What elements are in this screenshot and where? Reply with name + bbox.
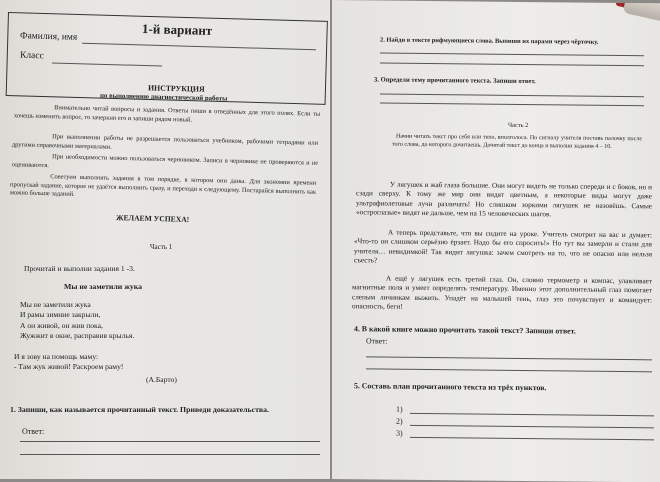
part1-title: Часть 1 xyxy=(150,243,173,251)
plan-line-2[interactable] xyxy=(410,425,654,429)
instructions-p3: При необходимости можно пользоваться черновиком. Записи в черновике не проверяются и не оцениваются. xyxy=(11,153,319,169)
plan-line-3[interactable] xyxy=(410,437,654,441)
story-p2: А теперь представьте, что вы сидите на уроке. Учитель смотрит на вас и думает: «Что-то он слишком серьёзно ёрзает. Надо бы его спросить!» Но тут вы замерли и стали для учителя… невидимкой! Так видит лягушка: зачем смотреть на то, что не опасно или нельзя съесть? xyxy=(354,228,652,265)
story-p3: А ещё у лягушек есть третий глаз. Он, словно термометр и компас, улавливает магнитные поля и умеет определять температуру. Именно этот дополнительный глаз помогает слепым личинкам выжить. Упадёт на малышей тень, глаз это почувствует и командует: опасность, беги! xyxy=(352,274,652,311)
question1-text: 1. Запиши, как называется прочитанный текст. Приведи доказательства. xyxy=(10,405,269,414)
answer1-label: Ответ: xyxy=(22,427,45,436)
answer4-line-2[interactable] xyxy=(366,368,652,372)
plan-item-2: 2) xyxy=(396,416,403,426)
left-page xyxy=(0,0,330,479)
question4-text: 4. В какой книге можно прочитать такой текст? Запиши ответ. xyxy=(354,324,576,336)
part2-intro: Начни читать текст про себя или тихо, вполголоса. По сигналу учителя поставь палочку после того слова, до которого дочитаешь. Дочитай текст до конца и выполни задания 4 – 10. xyxy=(392,133,642,150)
answer2-line-1[interactable] xyxy=(380,53,644,57)
question5-text: 5. Составь план прочитанного текста из трёх пунктов. xyxy=(354,381,547,393)
answer4-label: Ответ: xyxy=(366,336,388,346)
poem-author: (А.Барто) xyxy=(146,375,177,384)
poem-line: - Там жук живой! Раскроем раму! xyxy=(14,362,124,372)
poem-ending xyxy=(14,352,123,373)
poem-line: А он живой, он жив пока, xyxy=(20,320,103,330)
part1-task: Прочитай и выполни задания 1 -3. xyxy=(24,264,135,273)
story-p1: У лягушек и жаб глаза большие. Они могут видеть не только спереди и с боков, но и сзади сверху. К тому же мир они видят цветным, а некоторые виды могут даже ультрафиолетовые лучи различать! Но слишком зоркими лягушек не назовёшь. Самые «остроглазые» видят не дальше, чем на 15 человеческих шагов. xyxy=(356,180,652,219)
variant-title: 1-й вариант xyxy=(141,21,213,38)
question3-text: 3. Определи тему прочитанного текста. Запиши ответ. xyxy=(374,76,536,86)
part2-title: Часть 2 xyxy=(508,121,529,130)
answer3-line-1[interactable] xyxy=(380,94,644,98)
instructions-subtitle: по выполнению диагностической работы xyxy=(99,92,228,103)
plan-item-1: 1) xyxy=(396,404,403,414)
instructions-p4: Советуем выполнять задания в том порядке, в котором они даны. Для экономии времени пропускай задание, которое не удаётся выполнить сразу, и переходи к следующему. Постарайся выполнить как можно больше заданий. xyxy=(9,173,317,199)
wish-text: ЖЕЛАЕМ УСПЕХА! xyxy=(115,213,190,224)
poem-line: Жужжит в окне, расправив крылья. xyxy=(20,331,135,341)
instructions-title: ИНСТРУКЦИЯ xyxy=(147,83,205,94)
plan-line-1[interactable] xyxy=(410,413,654,417)
poem-line: И я зову на помощь маму: xyxy=(14,352,99,361)
question2-text: 2. Найди в тексте рифмующиеся слова. Выпиши их парами через чёрточку. xyxy=(380,36,599,46)
answer1-line-2[interactable] xyxy=(20,454,320,455)
name-label: Фамилия, имя xyxy=(19,31,78,43)
class-label: Класс xyxy=(19,50,44,62)
plan-item-3: 3) xyxy=(396,428,403,438)
answer2-line-2[interactable] xyxy=(380,63,644,67)
poem-title: Мы не заметили жука xyxy=(64,282,143,291)
poem-line: Мы не заметили жука xyxy=(20,300,91,309)
answer3-line-2[interactable] xyxy=(380,103,644,107)
instructions-p2: При выполнении работы не разрешается пользоваться учебником, рабочими тетрадями или другими справочными материалами. xyxy=(11,133,319,151)
answer1-line-1[interactable] xyxy=(20,441,320,442)
pen-body-icon xyxy=(623,0,660,22)
instructions-p1: Внимательно читай вопросы и задания. Ответы пиши в отведённых для этого полях. Если ты хочешь изменить вопрос, то зачеркни его и запиши рядом новый. xyxy=(13,104,321,124)
answer4-line-1[interactable] xyxy=(366,356,652,360)
right-page xyxy=(332,0,660,482)
poem-line: И рамы зимние закрыли, xyxy=(20,310,101,320)
poem xyxy=(20,300,134,342)
